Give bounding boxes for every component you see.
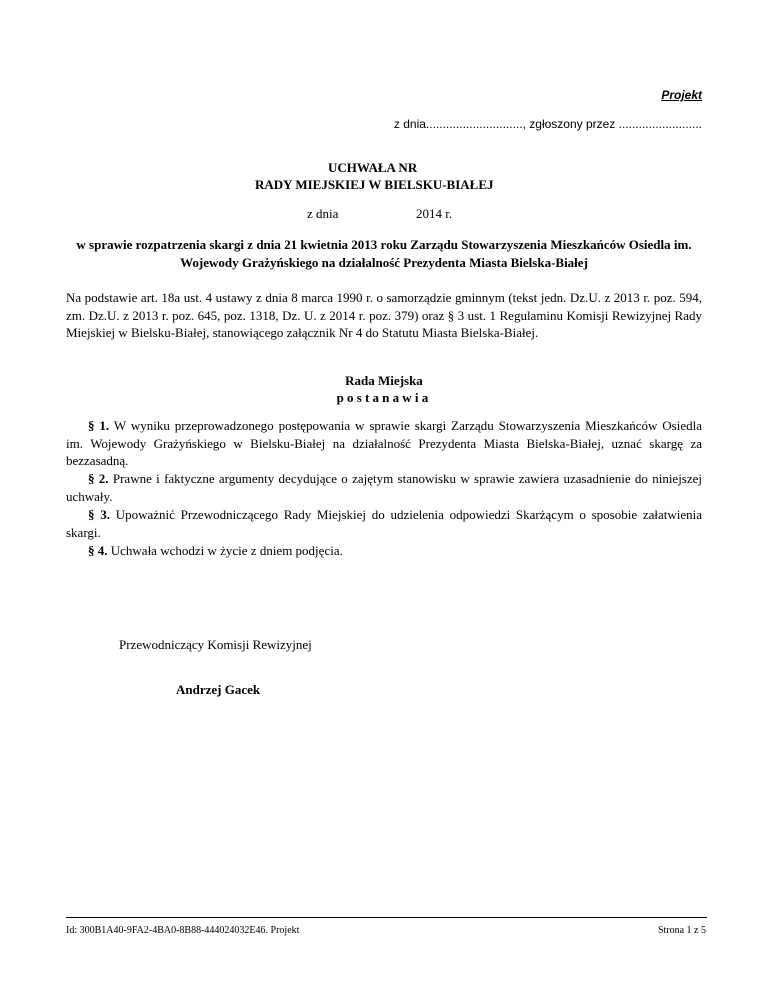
decision-verb: postanawia xyxy=(336,390,432,405)
paragraph-3 xyxy=(66,506,702,541)
footer-divider xyxy=(66,917,707,918)
paragraph-2 xyxy=(66,470,702,505)
paragraph-number: § 4. xyxy=(88,543,108,558)
paragraph-text: Uchwała wchodzi w życie z dniem podjęcia. xyxy=(110,543,343,558)
draft-date-line: z dnia............................., zgłoszony przez ......................... xyxy=(393,117,702,131)
paragraph-text: W wyniku przeprowadzonego postępowania w sprawie skargi Zarządu Stowarzyszenia Mieszkańców Osiedla im. Wojewody Grażyńskiego w Bielsku-Białej na działalność Prezydenta Miasta Bielska-Białej, uznać skargę za bezzasadną. xyxy=(66,418,703,468)
paragraph-4 xyxy=(66,542,702,560)
paragraph-text: Upoważnić Przewodniczącego Rady Miejskiej do udzielenia odpowiedzi Skarżącym o sposobie załatwienia skargi. xyxy=(66,507,703,540)
resolution-decision-header xyxy=(0,372,768,406)
projekt-label: Projekt xyxy=(661,88,702,102)
resolution-subject: w sprawie rozpatrzenia skargi z dnia 21 kwietnia 2013 roku Zarządu Stowarzyszenia Mieszkańców Osiedla im. Wojewody Grażyńskiego na działalność Prezydenta Miasta Bielska-Białej xyxy=(76,237,692,270)
signatory-role: Przewodniczący Komisji Rewizyjnej xyxy=(119,637,312,652)
paragraph-1 xyxy=(66,417,702,470)
paragraph-text: Prawne i faktyczne argumenty decydujące o zajętym stanowisku w sprawie zawiera uzasadnienie do niniejszej uchwały. xyxy=(66,471,703,504)
resolution-date xyxy=(307,206,453,222)
resolution-title xyxy=(0,159,768,193)
page-number: Strona 1 z 5 xyxy=(657,925,706,936)
signatory-name: Andrzej Gacek xyxy=(176,682,261,697)
title-line-1: UCHWAŁA NR xyxy=(328,160,418,175)
legal-basis: Na podstawie art. 18a ust. 4 ustawy z dnia 8 marca 1990 r. o samorządzie gminnym (tekst jedn. Dz.U. z 2013 r. poz. 594, zm. Dz.U. z 2013 r. poz. 645, poz. 1318, Dz. U. z 2014 r. poz. 379) oraz § 3 ust. 1 Regulaminu Komisji Rewizyjnej Rady Miejskiej w Bielsku-Białej, stanowiącego załącznik Nr 4 do Statutu Miasta Bielska-Białej. xyxy=(66,290,702,340)
document-id: Id: 300B1A40-9FA2-4BA0-8B88-444024032E46. Projekt xyxy=(66,925,300,936)
title-line-2: RADY MIEJSKIEJ W BIELSKU-BIAŁEJ xyxy=(255,177,494,192)
council-name: Rada Miejska xyxy=(345,373,423,388)
paragraph-number: § 3. xyxy=(88,507,110,522)
paragraph-number: § 1. xyxy=(88,418,110,433)
date-label: z dnia xyxy=(307,206,339,221)
paragraph-number: § 2. xyxy=(88,471,109,486)
date-year: 2014 r. xyxy=(416,206,453,221)
